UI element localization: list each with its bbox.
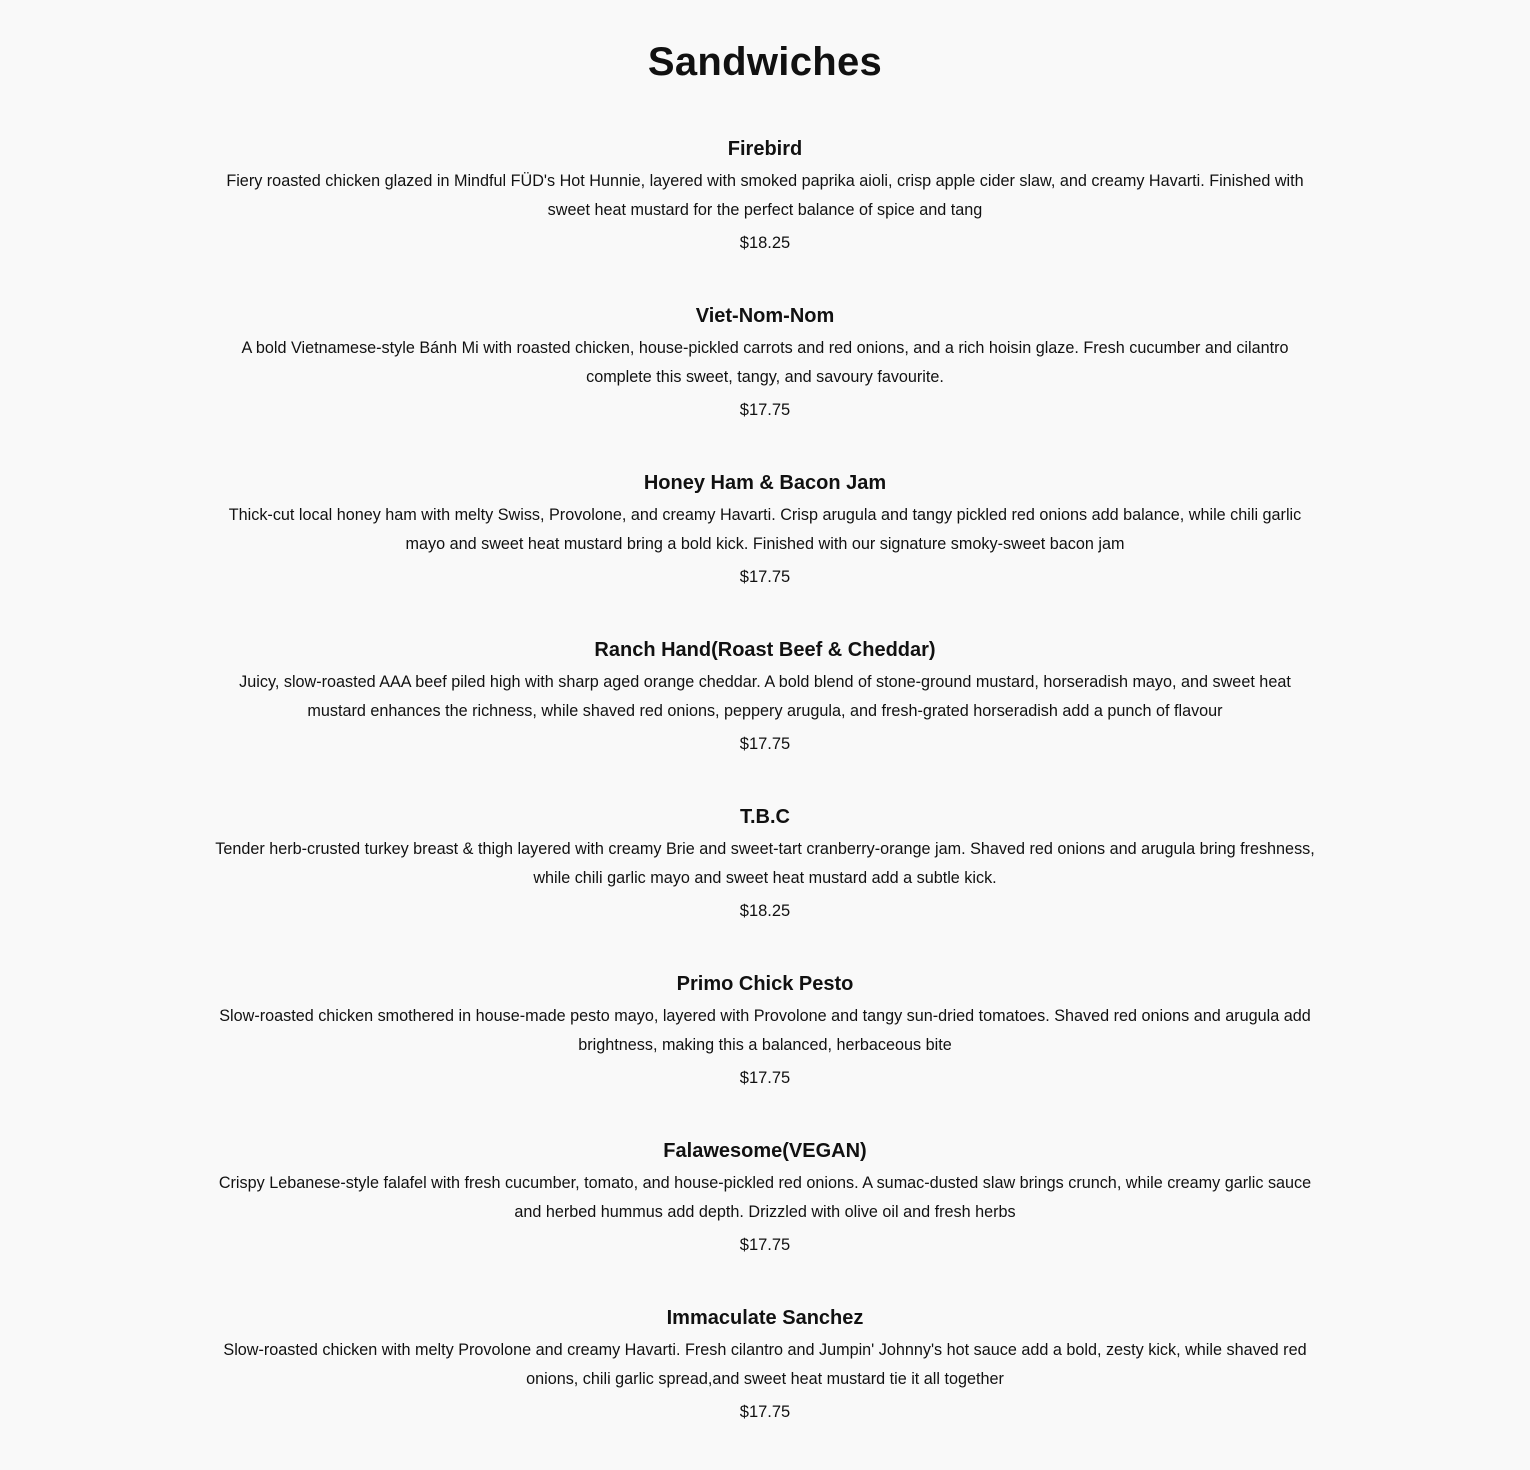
page-title: Sandwiches (647, 40, 883, 84)
item-description: Juicy, slow-roasted AAA beef piled high with sharp aged orange cheddar. A bold blend of stone-ground mustard, horseradish mayo, and sweet heat mustard enhances the richness, while shaved red onions, peppery arugula, and fresh-grated horseradish add a punch of flavour (239, 673, 1291, 720)
menu-item-ranch-hand (215, 635, 1315, 802)
item-price: $17.75 (739, 1403, 791, 1421)
item-name: Primo Chick Pesto (676, 973, 854, 995)
menu-item-falawesome (215, 1136, 1315, 1303)
item-name: T.B.C (740, 806, 790, 828)
item-price: $17.75 (739, 735, 791, 753)
item-name: Falawesome(VEGAN) (663, 1140, 867, 1162)
menu-item-firebird (215, 134, 1315, 301)
menu-item-viet-nom-nom (215, 301, 1315, 468)
item-name: Firebird (727, 138, 803, 160)
item-description: Thick-cut local honey ham with melty Swiss, Provolone, and creamy Havarti. Crisp arugula and tangy pickled red onions add balance, while chili garlic mayo and sweet heat mustard bring a bold kick. Finished with our signature smoky-sweet bacon jam (228, 506, 1302, 553)
item-price: $17.75 (739, 1236, 791, 1254)
item-price: $18.25 (739, 902, 791, 920)
item-price: $17.75 (739, 401, 791, 419)
item-description: Crispy Lebanese-style falafel with fresh cucumber, tomato, and house-pickled red onions. A sumac-dusted slaw brings crunch, while creamy garlic sauce and herbed hummus add depth. Drizzled with olive oil and fresh herbs (218, 1174, 1312, 1221)
item-price: $18.25 (739, 234, 791, 252)
item-price: $17.75 (739, 1069, 791, 1087)
item-description: Slow-roasted chicken with melty Provolone and creamy Havarti. Fresh cilantro and Jumpin' Johnny's hot sauce add a bold, zesty kick, while shaved red onions, chili garlic spread,and sweet heat mustard tie it all together (223, 1341, 1307, 1388)
menu-item-immaculate-sanchez (215, 1303, 1315, 1470)
item-name: Immaculate Sanchez (666, 1307, 864, 1329)
menu-item-primo-chick-pesto (215, 969, 1315, 1136)
item-name: Ranch Hand(Roast Beef & Cheddar) (594, 639, 936, 661)
menu-list (215, 134, 1315, 1470)
item-description: Slow-roasted chicken smothered in house-made pesto mayo, layered with Provolone and tangy sun-dried tomatoes. Shaved red onions and arugula add brightness, making this a balanced, herbaceous bite (219, 1007, 1311, 1054)
item-description: Fiery roasted chicken glazed in Mindful FÜD's Hot Hunnie, layered with smoked paprika aioli, crisp apple cider slaw, and creamy Havarti. Finished with sweet heat mustard for the perfect balance of spice and tang (226, 172, 1304, 219)
menu-item-tbc (215, 802, 1315, 969)
menu-item-honey-ham-bacon-jam (215, 468, 1315, 635)
item-name: Viet-Nom-Nom (695, 305, 835, 327)
item-name: Honey Ham & Bacon Jam (643, 472, 887, 494)
item-price: $17.75 (739, 568, 791, 586)
item-description: Tender herb-crusted turkey breast & thigh layered with creamy Brie and sweet-tart cranberry-orange jam. Shaved red onions and arugula bring freshness, while chili garlic mayo and sweet heat mustard add a subtle kick. (215, 840, 1315, 887)
item-description: A bold Vietnamese-style Bánh Mi with roasted chicken, house-pickled carrots and red onions, and a rich hoisin glaze. Fresh cucumber and cilantro complete this sweet, tangy, and savoury favourite. (241, 339, 1289, 386)
